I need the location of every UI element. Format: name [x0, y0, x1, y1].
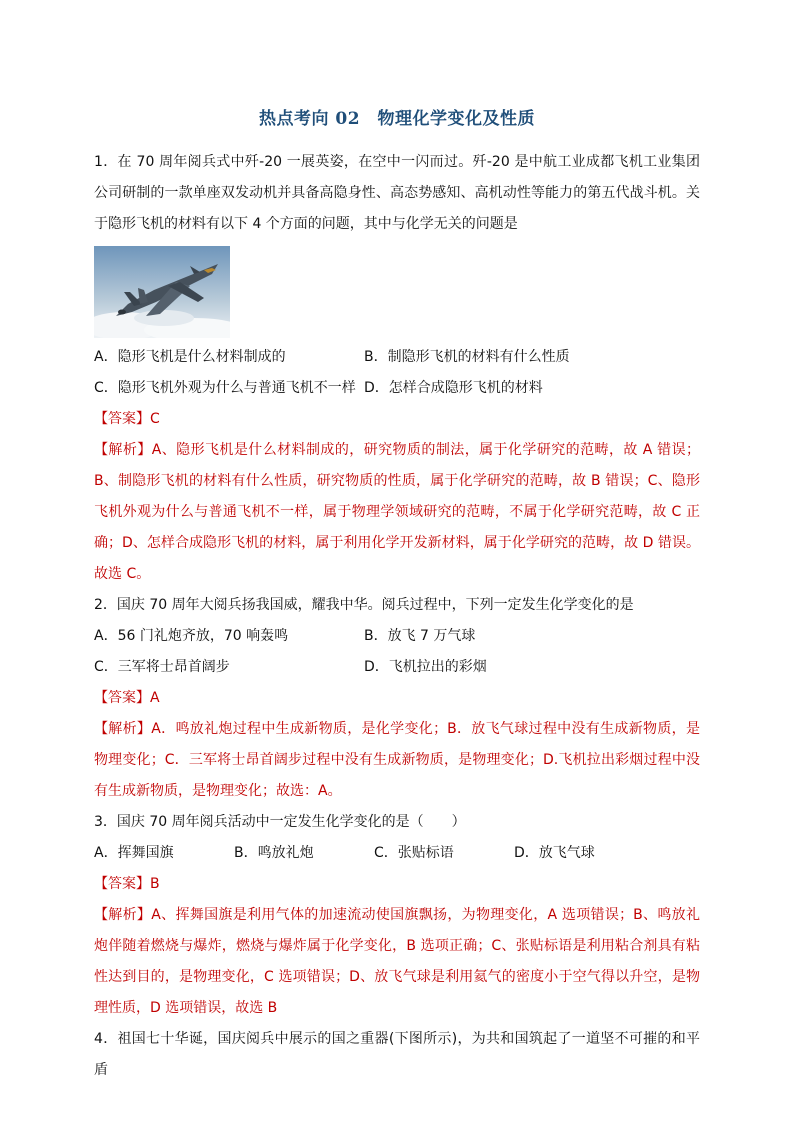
- option-b[interactable]: B．鸣放礼炮: [234, 845, 314, 861]
- question-3-stem: 3．国庆 70 周年阅兵活动中一定发生化学变化的是（ ）: [94, 814, 466, 830]
- fighter-jet-icon: [94, 246, 230, 338]
- option-c[interactable]: C．三军将士昂首阔步: [94, 659, 230, 675]
- analysis-text: A、挥舞国旗是利用气体的加速流动使国旗飘扬，为物理变化，A 选项错误；B、鸣放礼炮伴随着燃烧与爆炸，燃烧与爆炸属于化学变化，B 选项正确；C、张贴标语是利用粘合剂具有粘性达到目的，是物理变化，C 选项错误；D、放飞气球是利用氦气的密度小于空气得以升空，是物理性质，D 选项错误，故选 B: [94, 907, 700, 1016]
- option-b[interactable]: B．放飞 7 万气球: [364, 628, 476, 644]
- question-1-options: [94, 342, 700, 404]
- question-3-options: [94, 838, 700, 869]
- question-1-stem: 1．在 70 周年阅兵式中歼-20 一展英姿，在空中一闪而过。歼-20 是中航工业成都飞机工业集团公司研制的一款单座双发动机并具备高隐身性、高态势感知、高机动性等能力的第五代战斗机。关于隐形飞机的材料有以下 4 个方面的问题，其中与化学无关的问题是: [94, 154, 700, 232]
- answer-value: B: [150, 876, 160, 892]
- option-d[interactable]: D．飞机拉出的彩烟: [364, 659, 487, 675]
- question-1: [94, 147, 700, 590]
- analysis-label: 【解析】: [94, 907, 152, 923]
- option-a[interactable]: A．56 门礼炮齐放，70 响轰鸣: [94, 628, 289, 644]
- option-d[interactable]: D．放飞气球: [514, 845, 595, 861]
- question-1-analysis: [94, 435, 700, 590]
- answer-label: 【答案】: [94, 876, 150, 892]
- question-3-analysis: [94, 900, 700, 1024]
- question-2-stem: 2．国庆 70 周年大阅兵扬我国威，耀我中华。阅兵过程中，下列一定发生化学变化的是: [94, 597, 634, 613]
- analysis-label: 【解析】: [94, 721, 152, 737]
- option-c[interactable]: C．张贴标语: [374, 845, 454, 861]
- question-2-answer: [94, 683, 700, 714]
- option-a[interactable]: A．隐形飞机是什么材料制成的: [94, 349, 286, 365]
- question-3: [94, 807, 700, 1024]
- analysis-text: A、隐形飞机是什么材料制成的，研究物质的制法，属于化学研究的范畴，故 A 错误；B、制隐形飞机的材料有什么性质，研究物质的性质，属于化学研究的范畴，故 B 错误；C、隐形飞机外观为什么与普通飞机不一样，属于物理学领域研究的范畴，不属于化学研究范畴，故 C 正确；D、怎样合成隐形飞机的材料，属于利用化学开发新材料，属于化学研究的范畴，故 D 错误。故选 C。: [94, 442, 701, 582]
- question-1-answer: [94, 404, 700, 435]
- analysis-text: A．鸣放礼炮过程中生成新物质，是化学变化；B．放飞气球过程中没有生成新物质，是物理变化；C．三军将士昂首阔步过程中没有生成新物质，是物理变化；D.飞机拉出彩烟过程中没有生成新物质，是物理变化；故选：A。: [94, 721, 700, 799]
- analysis-label: 【解析】: [94, 442, 152, 458]
- option-c[interactable]: C．隐形飞机外观为什么与普通飞机不一样: [94, 380, 356, 396]
- answer-value: C: [150, 411, 160, 427]
- option-b[interactable]: B．制隐形飞机的材料有什么性质: [364, 349, 570, 365]
- question-2: [94, 590, 700, 807]
- page-title: 热点考向 02 物理化学变化及性质: [258, 109, 536, 129]
- question-2-options: [94, 621, 700, 683]
- answer-label: 【答案】: [94, 690, 150, 706]
- answer-value: A: [150, 690, 160, 706]
- question-4-stem: 4．祖国七十华诞，国庆阅兵中展示的国之重器(下图所示)，为共和国筑起了一道坚不可摧的和平盾: [94, 1031, 700, 1078]
- option-a[interactable]: A．挥舞国旗: [94, 845, 174, 861]
- option-d[interactable]: D．怎样合成隐形飞机的材料: [364, 380, 543, 396]
- fighter-jet-photo: [94, 246, 230, 338]
- question-3-answer: [94, 869, 700, 900]
- answer-label: 【答案】: [94, 411, 150, 427]
- question-4: [94, 1024, 700, 1086]
- question-2-analysis: [94, 714, 700, 807]
